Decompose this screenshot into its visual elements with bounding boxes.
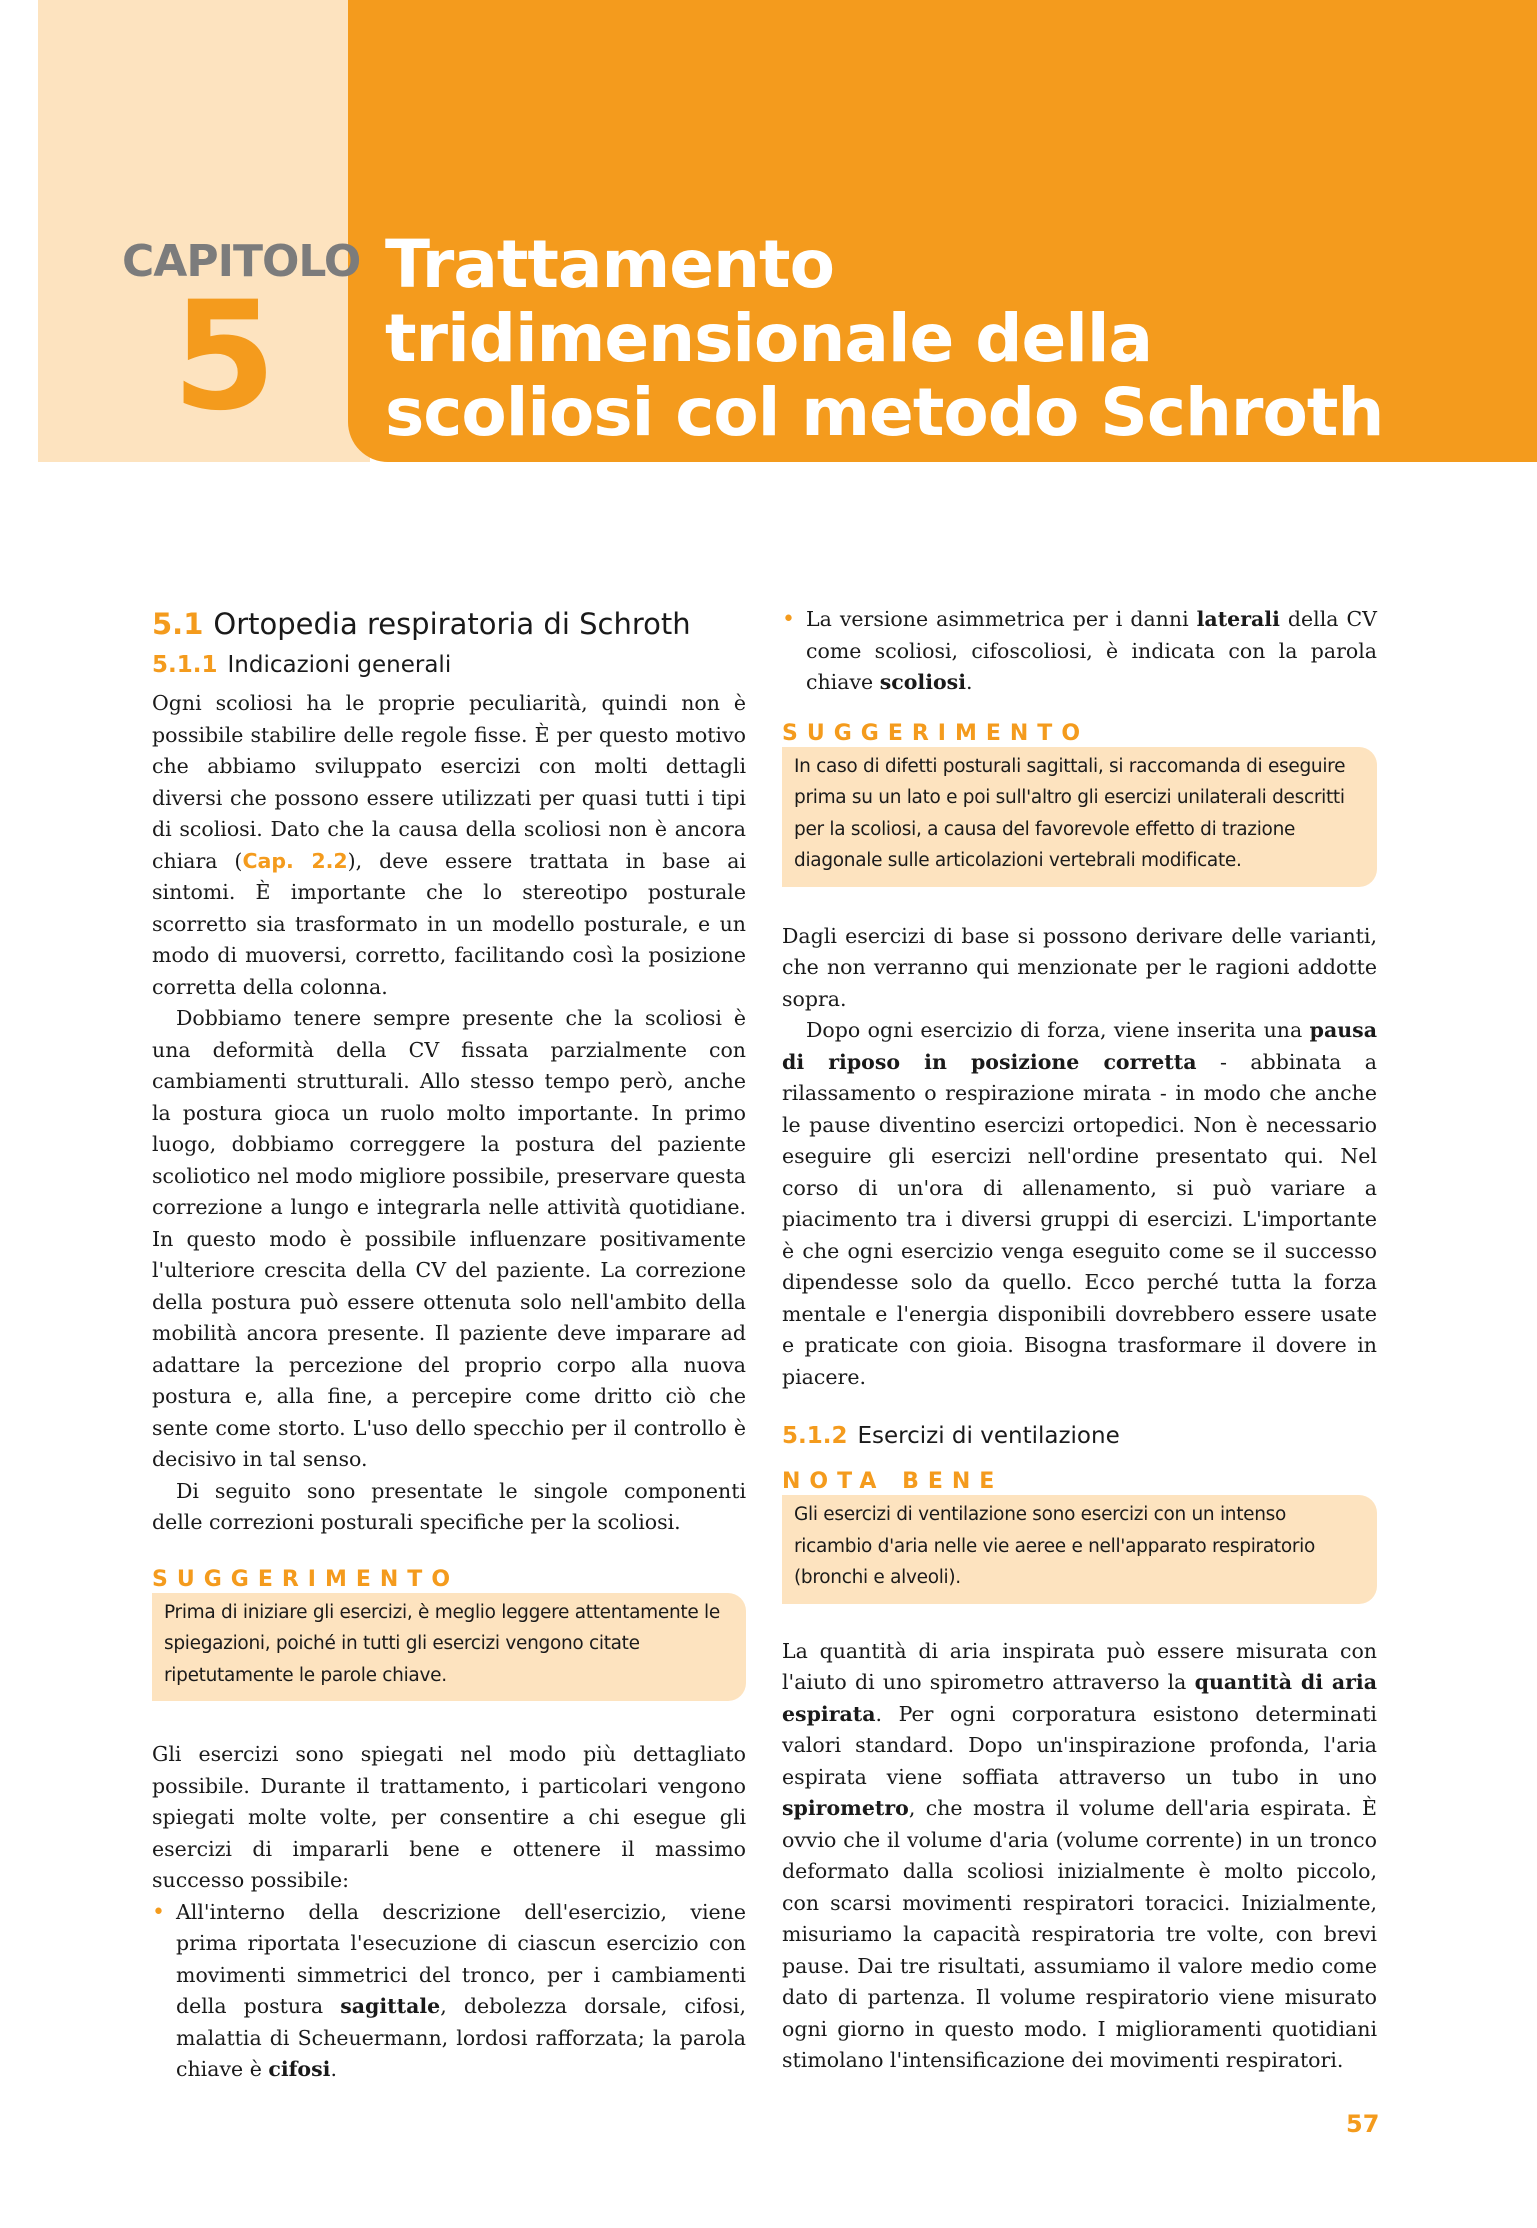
note-text: Gli esercizi di ventilazione sono esercizi con un intenso ricambio d'aria nelle vie aeree e nell'apparato respiratorio (bronchi e alveoli). (782, 1495, 1377, 1604)
subsection-title: Esercizi di ventilazione (857, 1423, 1120, 1449)
text-run: La quantità di aria inspirata può essere misurata con l'aiuto di uno spirometro attraverso la (782, 1638, 1377, 1694)
text-run: , che mostra il volume dell'aria espirata. È ovvio che il volume d'aria (volume corrente) in un tronco deformato dalla scoliosi inizialmente è molto piccolo, con scarsi movimenti respiratori toracici. Inizialmente, misuriamo la capacità respiratoria tre volte, con brevi pause. Dai tre risultati, assumiamo il valore medio come dato di partenza. Il volume respiratorio viene misurato ogni giorno in questo modo. I miglioramenti quotidiani stimolano l'intensificazione dei movimenti respiratori. (782, 1796, 1377, 2072)
section-title: Ortopedia respiratoria di Schroth (213, 607, 691, 641)
list-item (782, 604, 1377, 699)
text-run: . (965, 670, 973, 694)
note-box (782, 1469, 1377, 1604)
chapter-label: CAPITOLO (122, 236, 361, 287)
text-run: - abbinata a rilassamento o respirazione mirata - in modo che anche le pause diventino esercizi ortopedici. Non è necessario eseguire gli esercizi nell'ordine presentato qui. Nel corso di un'ora di allenamento, si può variare a piacimento tra i diversi gruppi di esercizi. L'importante è che ogni esercizio venga eseguito come se il successo dipendesse solo da quello. Ecco perché tutta la forza mentale e l'energia disponibili dovrebbero essere usate e praticate con gioia. Bisogna trasformare il dovere in piacere. (782, 1049, 1378, 1389)
text-run: . (330, 2057, 337, 2081)
bold-keyword: scoliosi (879, 670, 966, 694)
text-run: . Per ogni corporatura esistono determinati valori standard. Dopo un'inspirazione profonda, l'aria espirata viene soffiata attraverso un tubo in uno (782, 1701, 1377, 1789)
bold-keyword: spirometro (782, 1796, 909, 1820)
paragraph: Gli esercizi sono spiegati nel modo più dettagliato possibile. Durante il trattamento, i particolari vengono spiegati molte volte, per consentire a chi esegue gli esercizi di impararli bene e ottenere il massimo successo possibile: (152, 1742, 746, 1892)
tip-text: Prima di iniziare gli esercizi, è meglio leggere attentamente le spiegazioni, poiché in tutti gli esercizi vengono citate ripetutamente le parole chiave. (152, 1593, 746, 1702)
text-run: All'interno della descrizione dell'esercizio, viene prima riportata l'esecuzione di ciascun esercizio con movimenti simmetrici del tronco, per i cambiamenti della postura (176, 1899, 746, 2018)
tip-box (152, 1567, 746, 1702)
text-run: La versione asimmetrica per i danni (806, 607, 1197, 631)
text-run: della CV come scoliosi, cifoscoliosi, è indicata con la parola chiave (806, 607, 1377, 694)
left-column (152, 604, 746, 2086)
bold-keyword: sagittale (340, 1994, 441, 2018)
list-item (152, 1897, 746, 2086)
paragraph: Dobbiamo tenere sempre presente che la scoliosi è una deformità della CV fissata parzialmente con cambiamenti strutturali. Allo stesso tempo però, anche la postura gioca un ruolo molto importante. In primo luogo, dobbiamo correggere la postura del paziente scoliotico nel modo migliore possibile, preservare questa correzione a lungo e integrarla nelle attività quotidiane. In questo modo è possibile influenzare positivamente l'ulteriore crescita della CV del paziente. La correzione della postura può essere ottenuta solo nell'ambito della mobilità ancora presente. Il paziente deve imparare ad adattare la percezione del proprio corpo alla nuova postura e, alla fine, a percepire come dritto ciò che sente come storto. L'uso dello specchio per il controllo è decisivo in tal senso. (152, 1006, 746, 1471)
chapter-title (385, 228, 1515, 450)
tip-box (782, 721, 1377, 887)
chapter-title-line: scoliosi col metodo Schroth (385, 374, 1384, 451)
text-run: Ogni scoliosi ha le proprie peculiarità, quindi non è possibile stabilire delle regole fisse. È per questo motivo che abbiamo sviluppato esercizi con molti dettagli diversi che possono essere utilizzati per quasi tutti i tipi di scoliosi. Dato che la causa della scoliosi non è ancora chiara ( (152, 691, 746, 873)
bold-keyword: pausa di riposo in posizione corretta (782, 1018, 1377, 1074)
subsection-title: Indicazioni generali (227, 652, 452, 678)
subsection-heading (782, 1419, 1377, 1453)
chapter-title-line: tridimensionale della (385, 300, 1153, 377)
bold-keyword: laterali (1196, 607, 1280, 631)
text-run: Dopo ogni esercizio di forza, viene inserita una (806, 1018, 1310, 1042)
section-number: 5.1 (152, 607, 204, 641)
chapter-title-line: Trattamento (385, 226, 834, 303)
subsection-heading (152, 648, 746, 682)
chapter-number: 5 (172, 270, 277, 444)
text-run: ), deve essere trattata in base ai sintomi. È importante che lo stereotipo posturale scorretto sia trasformato in un modello posturale, e un modo di muoversi, corretto, facilitando così la posizione corretta della colonna. (152, 848, 747, 999)
paragraph (152, 688, 746, 1003)
chapter-reference-link[interactable]: Cap. 2.2 (242, 848, 348, 873)
tip-label: SUGGERIMENTO (152, 1566, 460, 1592)
note-label: NOTA BENE (782, 1469, 1004, 1494)
bullet-list (782, 604, 1377, 699)
paragraph: Dagli esercizi di base si possono derivare delle varianti, che non verranno qui menzionate per le ragioni addotte sopra. (782, 923, 1377, 1011)
subsection-number: 5.1.1 (152, 652, 218, 678)
paragraph (782, 1636, 1377, 2077)
paragraph: Di seguito sono presentate le singole componenti delle correzioni posturali specifiche per la scoliosi. (152, 1478, 746, 1534)
bullet-list (152, 1897, 746, 2086)
paragraph (782, 1015, 1377, 1393)
right-column (782, 604, 1377, 2077)
subsection-number: 5.1.2 (782, 1423, 848, 1449)
tip-label: SUGGERIMENTO (782, 720, 1090, 746)
page-number: 57 (1346, 2110, 1380, 2138)
tip-text: In caso di difetti posturali sagittali, si raccomanda di eseguire prima su un lato e poi sull'altro gli esercizi unilaterali descritti per la scoliosi, a causa del favorevole effetto di trazione diagonale sulle articolazioni vertebrali modificate. (782, 747, 1377, 887)
section-heading (152, 604, 746, 644)
bold-keyword: cifosi (268, 2057, 331, 2081)
bold-keyword: quantità di aria espirata (782, 1670, 1377, 1726)
text-run: , debolezza dorsale, cifosi, malattia di Scheuermann, lordosi rafforzata; la parola chiave è (176, 1994, 746, 2081)
